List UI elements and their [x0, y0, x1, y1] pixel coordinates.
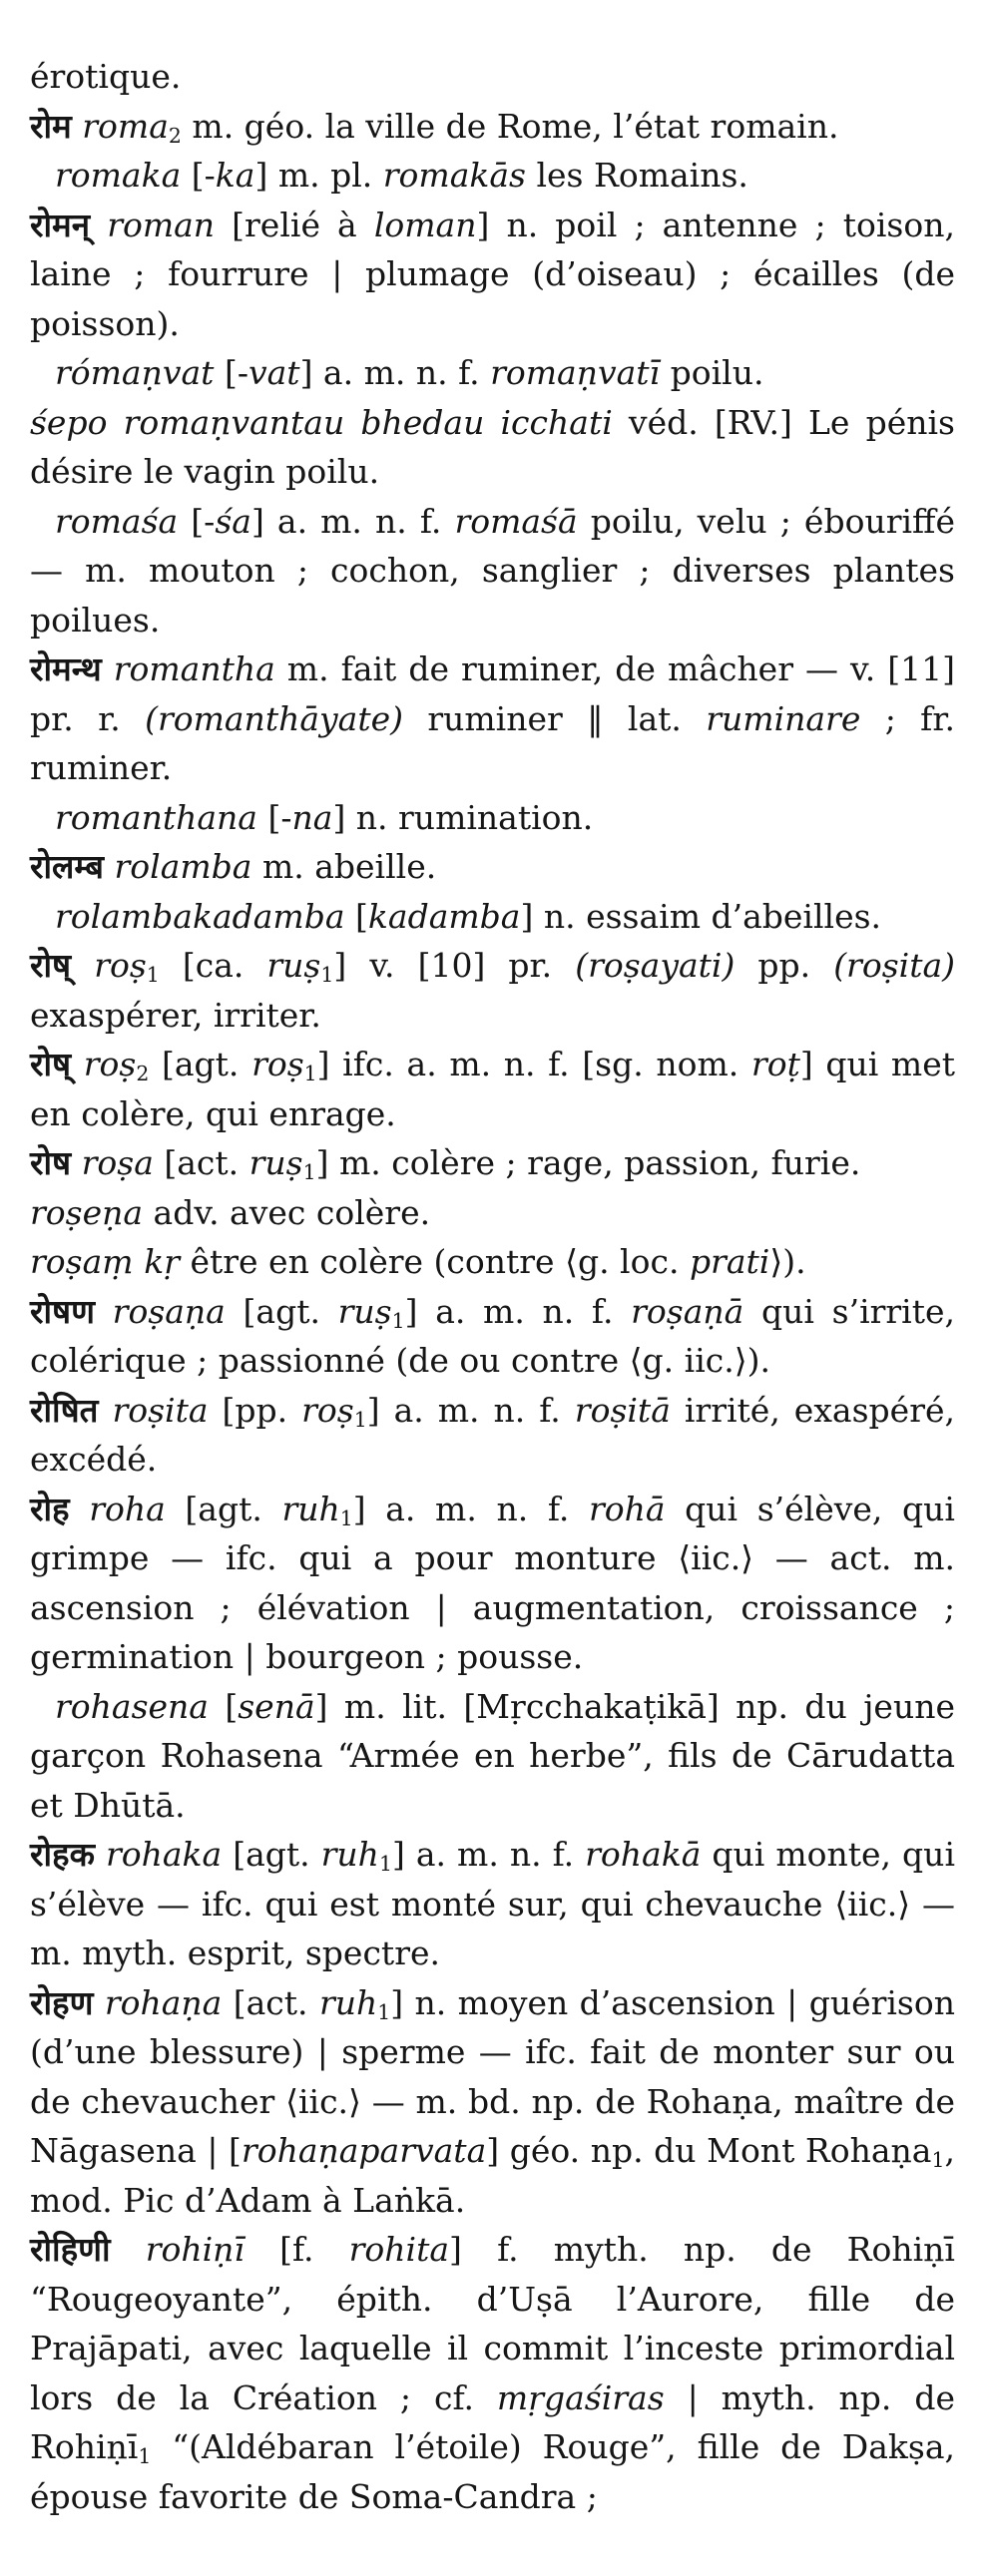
dictionary-entry: [30, 398, 955, 497]
italic-term: roṣitā: [574, 1390, 671, 1430]
dictionary-entry: [30, 1485, 955, 1682]
italic-term: roṣa: [81, 1143, 154, 1182]
entry-text: ] v. [10] pr.: [333, 946, 576, 985]
entry-text: ] a. m. n. f.: [366, 1390, 575, 1430]
dictionary-entry: [30, 1287, 955, 1386]
sub-entry: [30, 793, 955, 843]
italic-term: ruh: [281, 1489, 340, 1528]
devanagari-headword: रोमन्: [30, 205, 91, 244]
entry-text: , mod. Pic d’Adam à Laṅkā.: [30, 2131, 955, 2220]
homonym-index: 2: [168, 123, 182, 148]
italic-term: vat: [247, 353, 300, 392]
homonym-index: 1: [378, 1852, 392, 1877]
devanagari-headword: रोहिणी: [30, 2230, 111, 2269]
italic-term: roṣaṇa: [112, 1291, 226, 1331]
entry-text: ] n. essaim d’abeilles.: [520, 896, 882, 936]
entry-text: irrité, exaspéré, excédé.: [30, 1390, 955, 1479]
devanagari-headword: रोषित: [30, 1390, 99, 1430]
entry-text: ] a. m. n. f.: [404, 1291, 632, 1331]
dictionary-entry: [30, 842, 955, 892]
italic-term: rohaṇa: [104, 1982, 223, 2022]
entry-text: [ca.: [159, 946, 267, 985]
entry-text: ] a. m. n. f.: [352, 1489, 589, 1528]
devanagari-headword: रोलम्ब: [30, 847, 104, 886]
entry-text: [agt.: [165, 1489, 282, 1528]
entry-text: ] m. colère ; rage, passion, furie.: [315, 1143, 861, 1182]
entry-text: ] n. poil ; antenne ; toison, laine ; fourrure | plumage (d’oiseau) ; écailles (de poisson).: [30, 205, 955, 343]
entry-text: [72, 107, 83, 146]
italic-term: prati: [689, 1242, 770, 1281]
homonym-index: 1: [931, 2148, 945, 2173]
entry-text: [f.: [244, 2230, 349, 2269]
italic-term: rohā: [588, 1489, 666, 1528]
entry-text: [93, 1983, 104, 2022]
sub-entry: [30, 348, 955, 398]
entry-text: être en colère (contre ⟨g. loc.: [179, 1242, 690, 1281]
devanagari-headword: रोह: [30, 1489, 70, 1528]
italic-term: rohita: [348, 2230, 450, 2269]
homonym-index: 1: [320, 963, 334, 988]
entry-text: [98, 1391, 112, 1430]
entry-text: [111, 2230, 146, 2269]
entry-text: [: [344, 896, 368, 936]
dictionary-entry: [30, 2225, 955, 2521]
homonym-index: 1: [377, 1999, 391, 2024]
italic-term: kadamba: [367, 896, 521, 936]
entry-text: [-: [214, 353, 248, 392]
entry-text: [agt.: [225, 1291, 338, 1331]
devanagari-headword: रोष्: [30, 946, 72, 985]
italic-term: ka: [215, 156, 255, 195]
entry-text: ] a. m. n. f.: [250, 501, 455, 541]
italic-term: ruh: [318, 1982, 378, 2022]
devanagari-headword: रोष्: [30, 1045, 72, 1083]
italic-term: romaśā: [454, 501, 578, 541]
italic-term: rolamba: [114, 847, 252, 886]
sub-entry: [30, 151, 955, 201]
entry-text: [-: [256, 797, 292, 837]
entry-text: [95, 1835, 106, 1874]
homonym-index: 1: [391, 1308, 405, 1333]
italic-term: rolambakadamba: [55, 896, 345, 936]
italic-term: roṣaṇā: [631, 1291, 744, 1331]
italic-term: roha: [89, 1489, 166, 1528]
italic-term: roman: [107, 205, 216, 244]
entry-text: [90, 206, 107, 244]
italic-term: roṣ: [94, 946, 147, 985]
italic-term: rohasena: [55, 1686, 209, 1726]
entry-text: véd. [RV.] Le pénis désire le vagin poilu.: [30, 402, 955, 491]
entry-text: qui monte, qui s’élève — ifc. qui est monté sur, qui chevauche ⟨iic.⟩ — m. myth. esprit, spectre.: [30, 1835, 955, 1972]
sub-entry: [30, 892, 955, 942]
entry-text: ] géo. np. du Mont Rohaṇa: [486, 2131, 932, 2170]
italic-term: śepo romaṇvantau bhedau icchati: [30, 402, 613, 442]
entry-text: [pp.: [208, 1390, 302, 1430]
devanagari-headword: रोमन्थ: [30, 649, 102, 688]
dictionary-entry: [30, 1830, 955, 1978]
italic-term: roṣeṇa: [30, 1192, 144, 1232]
italic-term: ruṣ: [266, 946, 321, 985]
entry-text: [71, 1143, 82, 1182]
entry-text: m. abeille.: [251, 847, 437, 886]
dictionary-entry: [30, 644, 955, 793]
italic-term: romaka: [55, 156, 182, 195]
entry-text: exaspérer, irriter.: [30, 995, 321, 1035]
italic-term: loman: [373, 205, 477, 244]
entry-text: ] a. m. n. f.: [299, 353, 491, 392]
homonym-index: 1: [303, 1062, 317, 1086]
entry-text: ; fr. ruminer.: [30, 698, 955, 787]
entry-text: [70, 1490, 90, 1528]
entry-text: [-: [178, 501, 216, 541]
entry-text: [: [208, 1686, 239, 1726]
entry-text: m. géo. la ville de Rome, l’état romain.: [181, 106, 839, 146]
homonym-index: 1: [339, 1505, 353, 1530]
entry-text: ] f. myth. np. de Rohiṇī “Rougeoyante”, épith. d’Uṣā l’Aurore, fille de Prajāpati, avec laquelle il commit l’inceste primordial lors de la Création ; cf.: [30, 2230, 955, 2417]
italic-term: ruṣ: [248, 1143, 303, 1182]
dictionary-entry: [30, 1188, 955, 1238]
italic-term: ruṣ: [337, 1291, 392, 1331]
devanagari-headword: रोम: [30, 106, 72, 146]
italic-term: roṣita: [112, 1390, 209, 1430]
italic-term: śa: [215, 501, 251, 541]
italic-term: rohakā: [585, 1835, 702, 1874]
italic-term: (romanthāyate): [145, 698, 403, 738]
entry-text: [relié à: [215, 205, 374, 244]
dictionary-entry: [30, 102, 955, 152]
entry-text: ] m. pl.: [254, 156, 383, 195]
entry-text: ruminer ‖ lat.: [403, 698, 707, 738]
devanagari-headword: रोहक: [30, 1835, 95, 1874]
italic-term: roṣ: [301, 1390, 354, 1430]
italic-term: ruh: [320, 1835, 379, 1874]
italic-term: roṭ: [750, 1045, 800, 1083]
entry-text: “(Aldébaran l’étoile) Rouge”, fille de Dakṣa, épouse favorite de Soma-Candra ;: [30, 2427, 955, 2516]
italic-term: romantha: [113, 649, 275, 688]
italic-term: rohiṇī: [145, 2230, 245, 2269]
entry-text: [agt.: [222, 1835, 321, 1874]
entry-text: qui s’irrite, colérique ; passionné (de ou contre ⟨g. iic.⟩).: [30, 1291, 956, 1380]
italic-term: romaśa: [55, 501, 179, 541]
entry-text: [71, 946, 94, 985]
italic-term: senā: [238, 1686, 315, 1726]
devanagari-headword: रोषण: [30, 1291, 95, 1331]
italic-term: ruminare: [706, 698, 861, 738]
homonym-index: 2: [136, 1062, 150, 1086]
italic-term: rohaṇaparvata: [241, 2131, 487, 2170]
italic-term: romakās: [382, 156, 526, 195]
entry-text: ] m. lit. [Mṛcchakaṭikā] np. du jeune garçon Rohasena “Armée en herbe”, fils de Cārudatta et Dhūtā.: [30, 1686, 955, 1825]
entry-text: ] n. rumination.: [332, 797, 594, 837]
entry-text: ] ifc. a. m. n. f. [sg. nom.: [316, 1045, 751, 1083]
entry-text: les Romains.: [525, 156, 748, 195]
entry-text: [act.: [222, 1982, 319, 2022]
entry-text: poilu, velu ; ébouriffé — m. mouton ; cochon, sanglier ; diverses plantes poilues.: [30, 501, 955, 640]
homonym-index: 1: [302, 1160, 316, 1185]
dictionary-entry: [30, 1040, 955, 1138]
italic-term: roṣ: [83, 1045, 137, 1083]
italic-term: na: [291, 797, 333, 837]
entry-text: érotique.: [30, 57, 182, 96]
entry-text: ⟩).: [769, 1242, 806, 1281]
dictionary-entry: [30, 1978, 955, 2226]
entry-text: qui s’élève, qui grimpe — ifc. qui a pour monture ⟨iic.⟩ — act. m. ascension ; élévation | augmentation, croissance ; germination | bourgeon ; pousse.: [30, 1489, 955, 1676]
homonym-index: 1: [138, 2444, 152, 2469]
entry-text: [95, 1292, 113, 1331]
italic-term: roṣ: [251, 1045, 304, 1083]
dictionary-entry: [30, 52, 955, 102]
dictionary-entry: [30, 941, 955, 1040]
sub-entry: [30, 1682, 955, 1831]
italic-term: (roṣayati): [575, 946, 736, 985]
homonym-index: 1: [146, 963, 160, 988]
entry-text: poilu.: [660, 353, 764, 392]
devanagari-headword: रोहण: [30, 1982, 94, 2022]
entry-text: [act.: [153, 1143, 249, 1182]
italic-term: (roṣita): [833, 946, 956, 985]
entry-text: [agt.: [149, 1045, 252, 1083]
entry-text: | myth. np. de Rohiṇī: [30, 2377, 955, 2466]
entry-text: ] n. moyen d’ascension | guérison (d’une blessure) | sperme — ifc. fait de monter sur ou de chevaucher ⟨iic.⟩ — m. bd. np. de Rohaṇa, maître de Nāgasena | [: [30, 1982, 955, 2170]
italic-term: romanthana: [55, 797, 257, 837]
dictionary-entry: [30, 1237, 955, 1287]
italic-term: rómaṇvat: [55, 353, 215, 392]
entry-text: m. fait de ruminer, de mâcher — v. [11] pr. r.: [30, 649, 955, 738]
dictionary-entry: [30, 1138, 955, 1188]
entry-text: adv. avec colère.: [143, 1192, 431, 1232]
italic-term: roṣaṃ kṛ: [30, 1242, 180, 1281]
italic-term: romaṇvatī: [490, 353, 661, 392]
italic-term: roma: [82, 106, 169, 146]
entry-text: ] qui met en colère, qui enrage.: [30, 1045, 955, 1133]
entry-text: pp.: [735, 946, 834, 985]
entry-text: [-: [181, 156, 216, 195]
entry-text: ] a. m. n. f.: [391, 1835, 586, 1874]
devanagari-headword: रोष: [30, 1143, 72, 1182]
italic-term: rohaka: [105, 1835, 223, 1874]
dictionary-entry: [30, 1386, 955, 1485]
entry-text: [104, 847, 115, 886]
italic-term: mṛgaśiras: [496, 2377, 665, 2417]
sub-entry: [30, 497, 955, 645]
entry-text: [71, 1045, 84, 1083]
entry-text: [102, 649, 114, 688]
dictionary-entry: [30, 201, 955, 349]
homonym-index: 1: [353, 1407, 367, 1432]
